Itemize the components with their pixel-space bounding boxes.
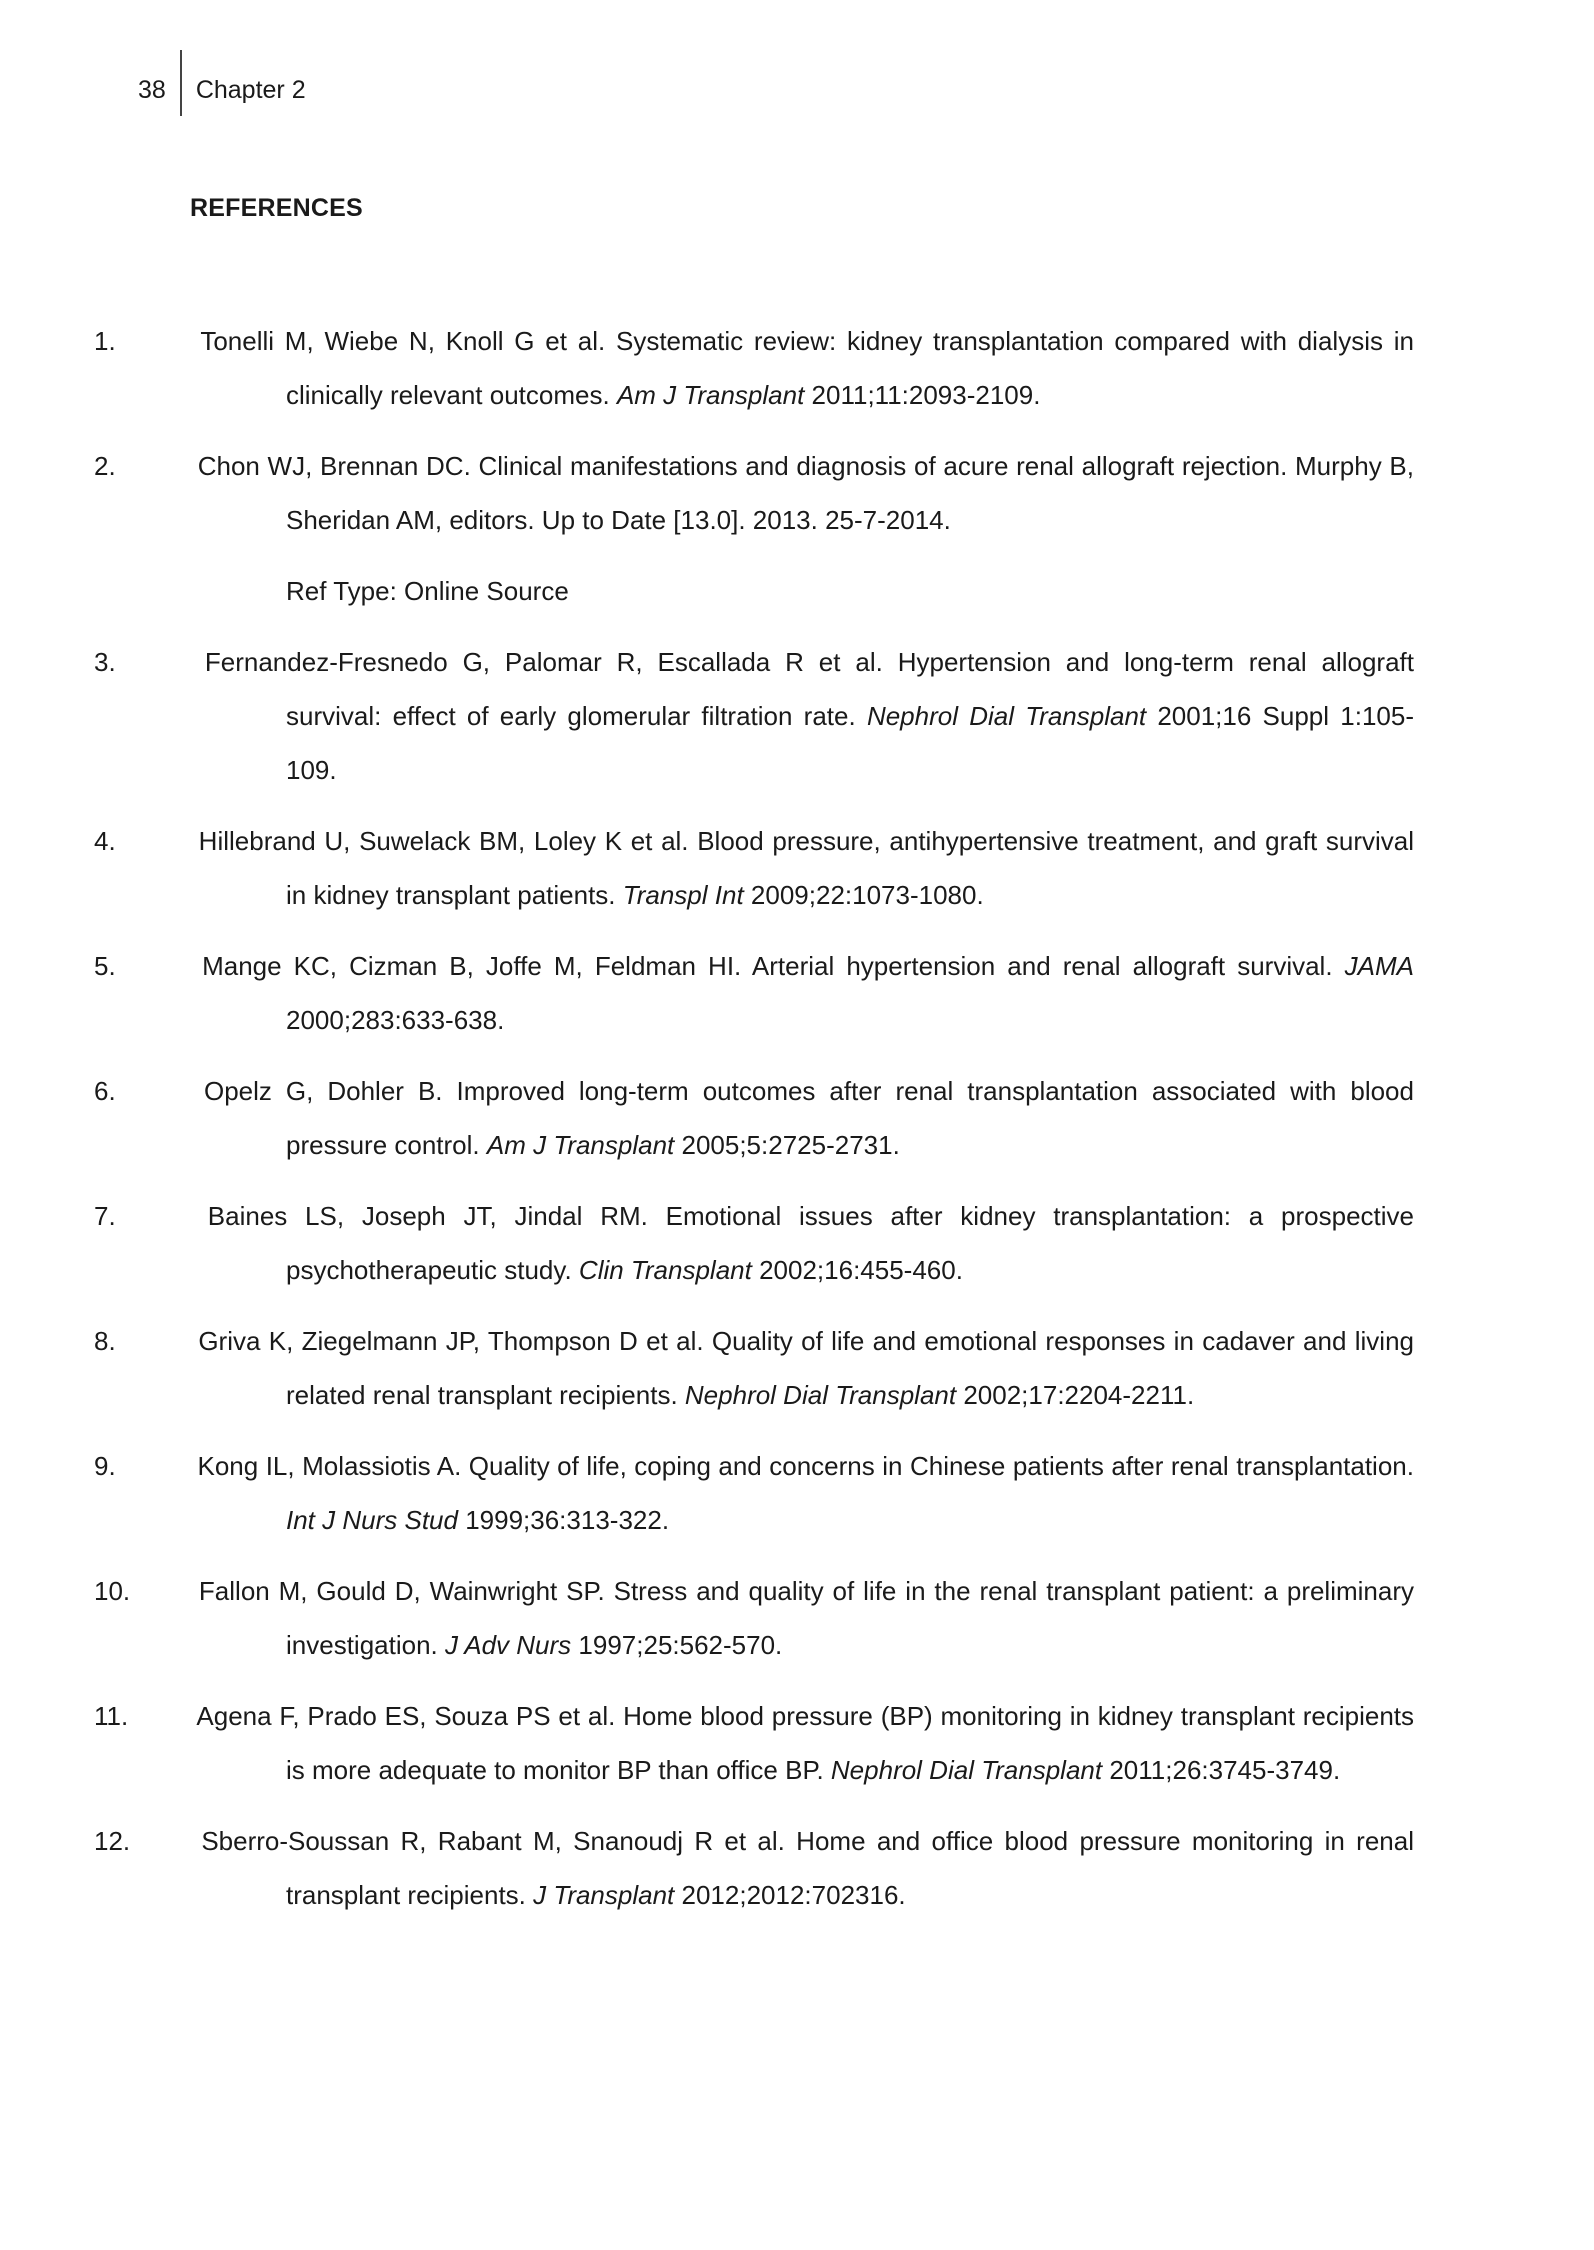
reference-authors-title: Fernandez-Fresnedo G, Palomar R, Escallada R et al. Hypertension and long-term renal allograft survival: effect of early glomerular filtration rate. — [204, 647, 1414, 731]
reference-journal: Nephrol Dial Transplant — [866, 701, 1147, 731]
reference-text: 2. Chon WJ, Brennan DC. Clinical manifestations and diagnosis of acure renal allograft rejection. Murphy B, Sheridan AM, editors. Up to Date [13.0]. 2013. 25-7-2014. — [94, 451, 1414, 535]
reference-text: 7. Baines LS, Joseph JT, Jindal RM. Emotional issues after kidney transplantation: a prospective psychotherapeutic study. Clin Transplant 2002;16:455-460. — [94, 1201, 1414, 1285]
reference-text: 9. Kong IL, Molassiotis A. Quality of life, coping and concerns in Chinese patients after renal transplantation. Int J Nurs Stud 1999;36:313-322. — [94, 1451, 1414, 1535]
reference-text: 6. Opelz G, Dohler B. Improved long-term outcomes after renal transplantation associated with blood pressure control. Am J Transplant 2005;5:2725-2731. — [94, 1076, 1414, 1160]
reference-citation: 2001;16 Suppl 1:105-109. — [286, 701, 1414, 785]
reference-journal: Am J Transplant — [486, 1130, 675, 1160]
reference-item — [94, 1439, 1414, 1547]
reference-journal: Clin Transplant — [578, 1255, 752, 1285]
reference-authors-title: Griva K, Ziegelmann JP, Thompson D et al. Quality of life and emotional responses in cadaver and living related renal transplant recipients. — [198, 1326, 1414, 1410]
reference-item — [94, 1564, 1415, 1672]
reference-list — [94, 314, 1415, 1939]
reference-item — [94, 635, 1414, 797]
reference-authors-title: Mange KC, Cizman B, Joffe M, Feldman HI. Arterial hypertension and renal allograft survival. — [202, 951, 1333, 981]
reference-text: 1. Tonelli M, Wiebe N, Knoll G et al. Systematic review: kidney transplantation compared with dialysis in clinically relevant outcomes. Am J Transplant 2011;11:2093-2109. — [94, 326, 1414, 410]
reference-item — [94, 314, 1414, 422]
page-number: 38 — [138, 76, 166, 104]
reference-note: Ref Type: Online Source — [286, 576, 569, 606]
reference-journal: Nephrol Dial Transplant — [684, 1380, 957, 1410]
reference-journal: JAMA — [1344, 951, 1414, 981]
reference-text: 4. Hillebrand U, Suwelack BM, Loley K et al. Blood pressure, antihypertensive treatment, and graft survival in kidney transplant patients. Transpl Int 2009;22:1073-1080. — [94, 826, 1414, 910]
reference-citation: 2000;283:633-638. — [286, 1005, 505, 1035]
reference-text: 3. Fernandez-Fresnedo G, Palomar R, Escallada R et al. Hypertension and long-term renal allograft survival: effect of early glomerular filtration rate. Nephrol Dial Transplant 2001;16 Suppl 1:105-109. — [94, 647, 1414, 785]
reference-journal: Am J Transplant — [616, 380, 805, 410]
reference-item — [94, 439, 1414, 618]
reference-journal: J Transplant — [533, 1880, 675, 1910]
reference-authors-title: Chon WJ, Brennan DC. Clinical manifestations and diagnosis of acure renal allograft rejection. Murphy B, Sheridan AM, editors. Up to Date [13.0]. 2013. 25-7-2014. — [197, 451, 1414, 535]
reference-authors-title: Kong IL, Molassiotis A. Quality of life, coping and concerns in Chinese patients after renal transplantation. — [197, 1451, 1414, 1481]
reference-item — [94, 1189, 1414, 1297]
reference-citation: 2005;5:2725-2731. — [681, 1130, 900, 1160]
reference-citation: 2002;16:455-460. — [759, 1255, 963, 1285]
reference-citation: 1999;36:313-322. — [465, 1505, 670, 1535]
reference-text: 11. Agena F, Prado ES, Souza PS et al. Home blood pressure (BP) monitoring in kidney transplant recipients is more adequate to monitor BP than office BP. Nephrol Dial Transplant 2011;26:3745-3749. — [94, 1701, 1415, 1785]
reference-authors-title: Opelz G, Dohler B. Improved long-term outcomes after renal transplantation associated with blood pressure control. — [204, 1076, 1414, 1160]
reference-authors-title: Tonelli M, Wiebe N, Knoll G et al. Systematic review: kidney transplantation compared with dialysis in clinically relevant outcomes. — [200, 326, 1414, 410]
reference-authors-title: Hillebrand U, Suwelack BM, Loley K et al. Blood pressure, antihypertensive treatment, and graft survival in kidney transplant patients. — [198, 826, 1414, 910]
reference-item — [94, 1314, 1414, 1422]
reference-citation: 2009;22:1073-1080. — [750, 880, 984, 910]
reference-item — [94, 814, 1414, 922]
reference-journal: Int J Nurs Stud — [286, 1505, 458, 1535]
reference-journal: Transpl Int — [622, 880, 744, 910]
reference-text: 10. Fallon M, Gould D, Wainwright SP. Stress and quality of life in the renal transplant patient: a preliminary investigation. J Adv Nurs 1997;25:562-570. — [94, 1576, 1415, 1660]
reference-citation: 2011;11:2093-2109. — [811, 380, 1041, 410]
reference-citation: 1997;25:562-570. — [578, 1630, 783, 1660]
reference-citation: 2002;17:2204-2211. — [963, 1380, 1195, 1410]
reference-item — [94, 1064, 1414, 1172]
reference-journal: J Adv Nurs — [445, 1630, 572, 1660]
reference-text: 5. Mange KC, Cizman B, Joffe M, Feldman HI. Arterial hypertension and renal allograft survival. JAMA 2000;283:633-638. — [94, 951, 1414, 1035]
references-heading: REFERENCES — [190, 194, 363, 222]
reference-citation: 2012;2012:702316. — [681, 1880, 906, 1910]
running-header — [138, 72, 306, 138]
reference-authors-title: Agena F, Prado ES, Souza PS et al. Home blood pressure (BP) monitoring in kidney transplant recipients is more adequate to monitor BP than office BP. — [196, 1701, 1415, 1785]
reference-item — [94, 1814, 1414, 1922]
reference-authors-title: Sberro-Soussan R, Rabant M, Snanoudj R et al. Home and office blood pressure monitoring in renal transplant recipients. — [201, 1826, 1414, 1910]
chapter-title: Chapter 2 — [195, 76, 306, 104]
reference-text: 8. Griva K, Ziegelmann JP, Thompson D et al. Quality of life and emotional responses in cadaver and living related renal transplant recipients. Nephrol Dial Transplant 2002;17:2204-2211. — [94, 1326, 1414, 1410]
reference-citation: 2011;26:3745-3749. — [1109, 1755, 1341, 1785]
reference-item — [94, 939, 1414, 1047]
reference-item — [94, 1689, 1415, 1797]
reference-text: 12. Sberro-Soussan R, Rabant M, Snanoudj R et al. Home and office blood pressure monitoring in renal transplant recipients. J Transplant 2012;2012:702316. — [94, 1826, 1414, 1910]
reference-authors-title: Fallon M, Gould D, Wainwright SP. Stress and quality of life in the renal transplant patient: a preliminary investigation. — [198, 1576, 1415, 1660]
reference-authors-title: Baines LS, Joseph JT, Jindal RM. Emotional issues after kidney transplantation: a prospective psychotherapeutic study. — [207, 1201, 1414, 1285]
reference-journal: Nephrol Dial Transplant — [830, 1755, 1103, 1785]
